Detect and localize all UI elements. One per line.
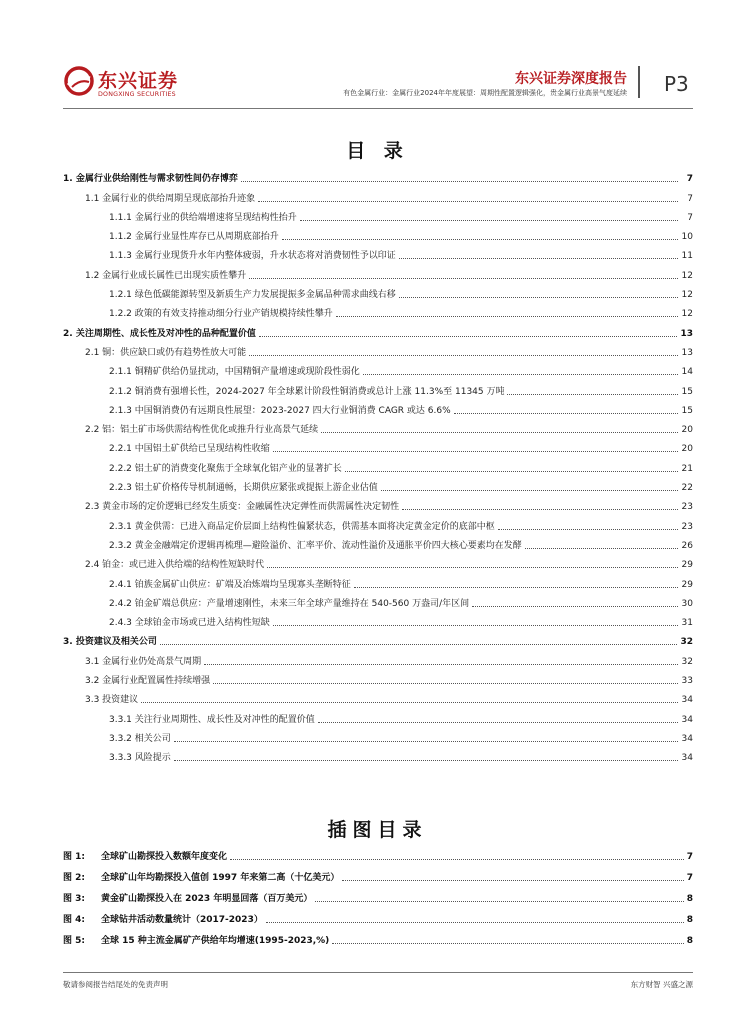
toc-entry[interactable] — [63, 417, 693, 436]
toc-leader-dots — [249, 277, 678, 279]
toc-entry-title: 2.3 黄金市场的定价逻辑已经发生质变：金融属性决定弹性而供需属性决定韧性 — [85, 502, 400, 513]
toc-entry-page: 20 — [681, 444, 693, 455]
toc-entry-page: 32 — [681, 656, 693, 667]
figure-leader-dots — [230, 858, 684, 860]
toc-entry-title: 1.2.1 绿色低碳能源转型及新质生产力发展提振多金属品种需求曲线右移 — [109, 290, 396, 301]
toc-leader-dots — [321, 431, 678, 433]
toc-leader-dots — [213, 682, 678, 684]
toc-entry-page: 20 — [681, 425, 693, 436]
toc-entry[interactable] — [63, 533, 693, 552]
figure-entry[interactable] — [63, 842, 693, 863]
toc-entry[interactable] — [63, 282, 693, 301]
toc-leader-dots — [354, 586, 678, 588]
page-number: P3 — [664, 72, 689, 96]
figure-entry-title: 全球矿山年均勘探投入值创 1997 年来第二高（十亿美元） — [101, 873, 340, 883]
toc-entry-page: 7 — [687, 193, 693, 204]
report-type: 东兴证券深度报告 — [515, 71, 627, 87]
figure-entry[interactable] — [63, 926, 693, 947]
toc-entry-title: 1.1.3 金属行业现货升水年内整体疲弱，升水状态将对消费韧性予以印证 — [109, 251, 396, 262]
toc-entry-page: 29 — [681, 579, 693, 590]
figure-entry-title: 全球钻井活动数量统计（2017-2023） — [101, 915, 263, 925]
figure-entry-number: 图 3: — [63, 894, 85, 904]
toc-entry-page: 7 — [686, 174, 693, 185]
toc-entry-title: 1.1.1 金属行业的供给端增速将呈现结构性抬升 — [109, 212, 297, 223]
toc-entry-title: 3.3 投资建议 — [85, 695, 139, 706]
toc-entry-title: 1.2.2 政策的有效支持推动细分行业产销规模持续性攀升 — [109, 309, 333, 320]
toc-entry[interactable] — [63, 455, 693, 474]
toc-entry-title: 3. 投资建议及相关公司 — [63, 637, 157, 648]
company-logo — [63, 65, 181, 103]
toc-entry-title: 2. 关注周期性、成长性及对冲性的品种配置价值 — [63, 328, 256, 339]
toc-entry-title: 3.1 金属行业仍处高景气周期 — [85, 656, 202, 667]
logo-chinese-name: 东兴证券 — [98, 70, 179, 92]
toc-entry[interactable] — [63, 494, 693, 513]
figure-leader-dots — [332, 942, 683, 944]
toc-entry-title: 2.4.3 全球铂金市场或已进入结构性短缺 — [109, 618, 270, 629]
toc-entry[interactable] — [63, 301, 693, 320]
toc-entry-title: 2.1.1 铜精矿供给仍显扰动，中国精铜产量增速或现阶段性弱化 — [109, 367, 360, 378]
toc-leader-dots — [498, 528, 678, 530]
toc-entry-page: 13 — [681, 347, 693, 358]
toc-entry[interactable] — [63, 436, 693, 455]
toc-entry[interactable] — [63, 687, 693, 706]
toc-entry-title: 2.2.3 铝土矿价格传导机制通畅，长期供应紧张或提振上游企业估值 — [109, 483, 378, 494]
figure-entry-number: 图 4: — [63, 915, 85, 925]
figure-entry-page: 8 — [686, 915, 693, 925]
toc-entry[interactable] — [63, 475, 693, 494]
toc-entry[interactable] — [63, 359, 693, 378]
toc-entry-page: 34 — [681, 695, 693, 706]
header-divider — [638, 66, 640, 98]
toc-entry-page: 11 — [681, 251, 693, 262]
toc-leader-dots — [273, 624, 678, 626]
figure-entry-title: 全球矿山勘探投入数额年度变化 — [101, 852, 228, 862]
toc-leader-dots — [363, 373, 678, 375]
toc-entry-title: 3.2 金属行业配置属性持续增强 — [85, 676, 211, 687]
figure-entry-page: 7 — [686, 873, 693, 883]
toc-entry-title: 2.4 铂金：或已进入供给端的结构性短缺时代 — [85, 560, 265, 571]
toc-entry[interactable] — [63, 205, 693, 224]
report-subtitle: 有色金属行业：金属行业2024年年度展望：周期性配置逻辑强化，贵金属行业高景气度延续 — [343, 89, 627, 97]
toc-entry-title: 1.2 金属行业成长属性已出现实质性攀升 — [85, 270, 247, 281]
toc-entry-title: 1. 金属行业供给刚性与需求韧性间仍存博弈 — [63, 174, 238, 185]
toc-entry[interactable] — [63, 668, 693, 687]
toc-entry-title: 3.3.3 风险提示 — [109, 753, 171, 764]
footer-rule — [63, 972, 693, 973]
figure-entry-page: 8 — [686, 894, 693, 904]
toc-leader-dots — [399, 257, 678, 259]
toc-entry[interactable] — [63, 552, 693, 571]
toc-entry-page: 12 — [681, 309, 693, 320]
toc-leader-dots — [282, 238, 678, 240]
toc-entry-title: 2.3.1 黄金供需：已进入商品定价层面上结构性偏紧状态，供需基本面将决定黄金定价的底部中枢 — [109, 521, 495, 532]
logo-english-name: DONGXING SECURITIES — [98, 91, 176, 98]
toc-leader-dots — [472, 605, 678, 607]
figure-entry[interactable] — [63, 884, 693, 905]
toc-entry[interactable] — [63, 591, 693, 610]
figure-entry-number: 图 1: — [63, 852, 85, 862]
toc-title: 目 录 — [346, 140, 409, 162]
toc-leader-dots — [204, 663, 678, 665]
toc-entry-title: 1.1 金属行业的供给周期呈现底部抬升迹象 — [85, 193, 256, 204]
toc-list — [63, 166, 693, 764]
toc-entry-page: 22 — [681, 483, 693, 494]
toc-entry-title: 2.1.2 铜消费有强增长性，2024-2027 年全球累计阶段性铜消费或总计上涨 11.3%至 11345 万吨 — [109, 386, 505, 397]
toc-entry[interactable] — [63, 398, 693, 417]
toc-leader-dots — [258, 200, 678, 202]
toc-entry[interactable] — [63, 629, 693, 648]
figure-entry-title: 黄金矿山勘探投入在 2023 年明显回落（百万美元） — [101, 894, 313, 904]
toc-entry-title: 2.2 铝：铝土矿市场供需结构性优化或推升行业高景气延续 — [85, 425, 319, 436]
toc-leader-dots — [318, 721, 678, 723]
figure-leader-dots — [342, 879, 683, 881]
toc-leader-dots — [174, 759, 678, 761]
toc-entry[interactable] — [63, 571, 693, 590]
toc-entry[interactable] — [63, 745, 693, 764]
figure-list — [63, 842, 693, 947]
toc-leader-dots — [454, 412, 678, 414]
toc-entry-page: 12 — [681, 290, 693, 301]
toc-entry[interactable] — [63, 262, 693, 281]
toc-entry[interactable] — [63, 224, 693, 243]
toc-entry-page: 13 — [680, 328, 693, 339]
toc-entry-page: 10 — [681, 232, 693, 243]
toc-entry-page: 14 — [681, 367, 693, 378]
toc-leader-dots — [259, 335, 678, 337]
toc-leader-dots — [300, 219, 678, 221]
toc-entry-page: 34 — [681, 733, 693, 744]
footer-slogan: 东方财智 兴盛之源 — [630, 980, 693, 989]
toc-entry-page: 34 — [681, 714, 693, 725]
toc-leader-dots — [241, 180, 678, 182]
toc-entry[interactable] — [63, 320, 693, 339]
toc-leader-dots — [381, 489, 678, 491]
toc-entry-title: 2.3.2 黄金金融端定价逻辑再梳理—避险溢价、汇率平价、流动性溢价及通胀平价四大核心要素均在发酵 — [109, 540, 522, 551]
figure-leader-dots — [266, 921, 684, 923]
toc-leader-dots — [402, 508, 678, 510]
toc-leader-dots — [273, 450, 678, 452]
toc-entry-page: 15 — [681, 386, 693, 397]
toc-entry-title: 2.4.2 铂金矿端总供应：产量增速刚性，未来三年全球产量维持在 540-560 万盎司/年区间 — [109, 598, 470, 609]
toc-leader-dots — [160, 643, 678, 645]
toc-entry-page: 29 — [681, 560, 693, 571]
logo-ring-icon — [63, 65, 95, 97]
figure-entry-number: 图 2: — [63, 873, 85, 883]
figure-entry-page: 8 — [686, 936, 693, 946]
toc-leader-dots — [141, 701, 678, 703]
toc-entry-title: 2.2.2 铝土矿的消费变化聚焦于全球氧化铝产业的显著扩长 — [109, 463, 342, 474]
toc-leader-dots — [174, 740, 678, 742]
toc-leader-dots — [267, 566, 678, 568]
toc-leader-dots — [249, 354, 678, 356]
toc-entry-page: 31 — [681, 618, 693, 629]
toc-leader-dots — [399, 296, 678, 298]
figure-entry[interactable] — [63, 863, 693, 884]
toc-entry[interactable] — [63, 726, 693, 745]
toc-entry-title: 2.1.3 中国铜消费仍有远期良性展望：2023-2027 四大行业铜消费 CAGR 或达 6.6% — [109, 405, 451, 416]
toc-entry-page: 23 — [681, 502, 693, 513]
figure-entry-number: 图 5: — [63, 936, 85, 946]
toc-entry-page: 7 — [687, 212, 693, 223]
figure-entry[interactable] — [63, 905, 693, 926]
toc-entry[interactable] — [63, 513, 693, 532]
toc-entry-title: 2.1 铜：供应缺口或仍有趋势性放大可能 — [85, 347, 247, 358]
toc-entry-title: 2.2.1 中国铝土矿供给已呈现结构性收缩 — [109, 444, 270, 455]
toc-entry-page: 30 — [681, 598, 693, 609]
figure-list-title: 插图目录 — [327, 819, 428, 841]
toc-entry-page: 34 — [681, 753, 693, 764]
toc-entry-page: 26 — [681, 540, 693, 551]
toc-entry-title: 3.3.2 相关公司 — [109, 733, 171, 744]
toc-entry[interactable] — [63, 166, 693, 185]
toc-leader-dots — [507, 393, 678, 395]
toc-entry-page: 15 — [681, 405, 693, 416]
footer-disclaimer: 敬请参阅报告结尾处的免责声明 — [63, 980, 168, 989]
toc-entry[interactable] — [63, 706, 693, 725]
toc-leader-dots — [336, 315, 678, 317]
toc-entry[interactable] — [63, 610, 693, 629]
figure-entry-page: 7 — [686, 852, 693, 862]
toc-entry-title: 2.4.1 铂族金属矿山供应：矿端及冶炼端均呈现寡头垄断特征 — [109, 579, 351, 590]
toc-entry-page: 21 — [681, 463, 693, 474]
toc-entry[interactable] — [63, 185, 693, 204]
toc-leader-dots — [525, 547, 678, 549]
toc-entry[interactable] — [63, 340, 693, 359]
toc-entry-page: 12 — [681, 270, 693, 281]
toc-leader-dots — [345, 470, 678, 472]
toc-entry-page: 32 — [680, 637, 693, 648]
toc-entry-title: 3.3.1 关注行业周期性、成长性及对冲性的配置价值 — [109, 714, 315, 725]
toc-entry[interactable] — [63, 648, 693, 667]
toc-entry[interactable] — [63, 378, 693, 397]
toc-entry-page: 33 — [681, 676, 693, 687]
toc-entry[interactable] — [63, 243, 693, 262]
toc-entry-page: 23 — [681, 521, 693, 532]
figure-entry-title: 全球 15 种主流金属矿产供给年均增速(1995-2023,%) — [101, 936, 330, 946]
toc-entry-title: 1.1.2 金属行业显性库存已从周期底部抬升 — [109, 232, 279, 243]
page-header — [0, 0, 755, 110]
figure-leader-dots — [315, 900, 683, 902]
header-rule — [63, 108, 693, 109]
